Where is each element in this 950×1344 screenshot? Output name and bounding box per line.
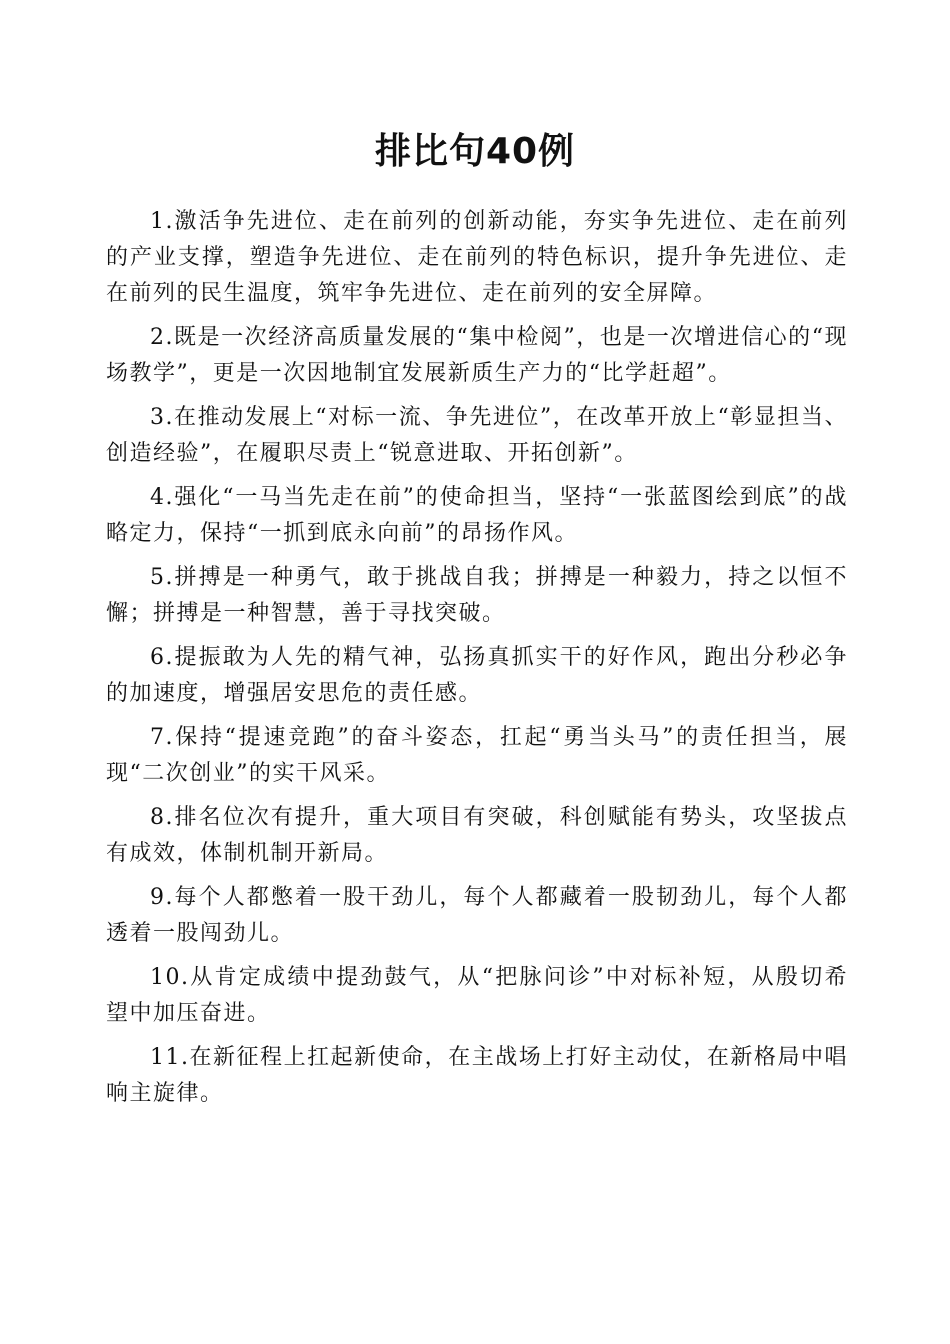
paragraph-2: 2.既是一次经济高质量发展的“集中检阅”，也是一次增进信心的“现场教学”，更是一次因地制宜发展新质生产力的“比学赶超”。 [106, 325, 848, 386]
paragraph-11: 11.在新征程上扛起新使命，在主战场上打好主动仗，在新格局中唱响主旋律。 [106, 1045, 848, 1106]
paragraph-9: 9.每个人都憋着一股干劲儿，每个人都藏着一股韧劲儿，每个人都透着一股闯劲儿。 [106, 885, 848, 946]
document-title: 排比句40例 [374, 131, 576, 172]
paragraph-1: 1.激活争先进位、走在前列的创新动能，夯实争先进位、走在前列的产业支撑，塑造争先进位、走在前列的特色标识，提升争先进位、走在前列的民生温度，筑牢争先进位、走在前列的安全屏障。 [106, 209, 848, 306]
paragraph-7: 7.保持“提速竞跑”的奋斗姿态，扛起“勇当头马”的责任担当，展现“二次创业”的实干风采。 [106, 725, 848, 786]
document-body [106, 204, 848, 1120]
paragraph-8: 8.排名位次有提升，重大项目有突破，科创赋能有势头，攻坚拔点有成效，体制机制开新局。 [106, 805, 848, 866]
paragraph-6: 6.提振敢为人先的精气神，弘扬真抓实干的好作风，跑出分秒必争的加速度，增强居安思危的责任感。 [106, 645, 848, 706]
paragraph-3: 3.在推动发展上“对标一流、争先进位”，在改革开放上“彰显担当、创造经验”，在履职尽责上“锐意进取、开拓创新”。 [106, 405, 848, 466]
paragraph-5: 5.拼搏是一种勇气，敢于挑战自我；拼搏是一种毅力，持之以恒不懈；拼搏是一种智慧，善于寻找突破。 [106, 565, 848, 626]
paragraph-4: 4.强化“一马当先走在前”的使命担当，坚持“一张蓝图绘到底”的战略定力，保持“一抓到底永向前”的昂扬作风。 [106, 485, 848, 546]
paragraph-10: 10.从肯定成绩中提劲鼓气，从“把脉问诊”中对标补短，从殷切希望中加压奋进。 [106, 965, 848, 1026]
